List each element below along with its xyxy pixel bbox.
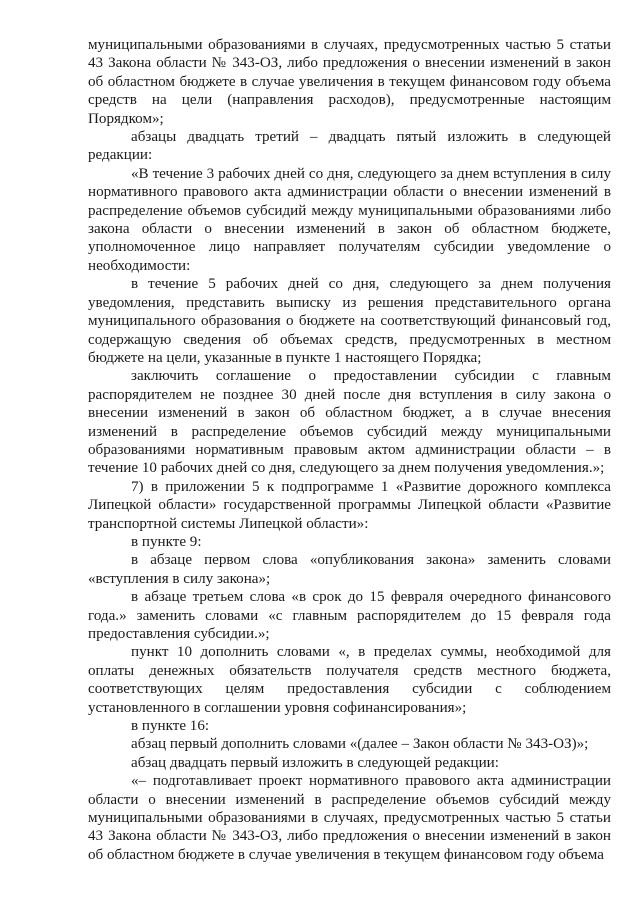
paragraph-9: в абзаце третьем слова «в срок до 15 февраля очередного финансового года.» заменить словами «с главным распорядителем до 15 февраля года предоставления субсидии.»; — [88, 589, 611, 642]
paragraph-13: абзац двадцать первый изложить в следующей редакции: — [131, 754, 499, 771]
document-page — [88, 36, 611, 864]
paragraph-8: в абзаце первом слова «опубликования закона» заменить словами «вступления в силу закона»; — [88, 552, 611, 587]
paragraph-5: заключить соглашение о предоставлении субсидии с главным распорядителем не позднее 30 дней после дня вступления в силу закона о внесении изменений в закон об областном бюджет, а в случае внесения изменений в распределение объемов субсидий между муниципальными образованиями нормативным правовым актом администрации области – в течение 10 рабочих дней со дня, следующего за днем получения уведомления.»; — [88, 368, 611, 477]
paragraph-7: в пункте 9: — [131, 533, 202, 550]
paragraph-3: «В течение 3 рабочих дней со дня, следующего за днем вступления в силу нормативного правового акта администрации области о внесении изменений в распределение объемов субсидий между муниципальными образованиями либо закона области о внесении изменений в закон об областном бюджете, уполномоченное лицо направляет получателям субсидии уведомление о необходимости: — [88, 165, 611, 274]
paragraph-4: в течение 5 рабочих дней со дня, следующего за днем получения уведомления, представить выписку из решения представительного органа муниципального образования о бюджете на соответствующий финансовый год, содержащую сведения об объемах средств, предусмотренных в местном бюджете на цели, указанные в пункте 1 настоящего Порядка; — [88, 276, 611, 366]
paragraph-14: «– подготавливает проект нормативного правового акта администрации области о внесении изменений в распределение объемов субсидий между муниципальными образованиями в случаях, предусмотренных частью 5 статьи 43 Закона области № 343-ОЗ, либо предложения о внесении изменений в закон об областном бюджете в случае увеличения в текущем финансовом году объема — [88, 773, 611, 863]
paragraph-12: абзац первый дополнить словами «(далее – Закон области № 343-ОЗ)»; — [131, 736, 589, 753]
paragraph-10: пункт 10 дополнить словами «, в пределах суммы, необходимой для оплаты денежных обязательств получателя средств местного бюджета, соответствующих целям предоставления субсидии с соблюдением установленного в соглашении уровня софинансирования»; — [88, 644, 611, 716]
paragraph-6: 7) в приложении 5 к подпрограмме 1 «Развитие дорожного комплекса Липецкой области» государственной программы Липецкой области «Развитие транспортной системы Липецкой области»: — [88, 478, 611, 532]
paragraph-2: абзацы двадцать третий – двадцать пятый изложить в следующей редакции: — [88, 129, 611, 164]
paragraph-11: в пункте 16: — [131, 718, 210, 735]
paragraph-1: муниципальными образованиями в случаях, предусмотренных частью 5 статьи 43 Закона области № 343-ОЗ, либо предложения о внесении изменений в закон об областном бюджете в случае увеличения в текущем финансовом году объема средств на цели (направления расходов), предусмотренные настоящим Порядком»; — [88, 37, 611, 127]
